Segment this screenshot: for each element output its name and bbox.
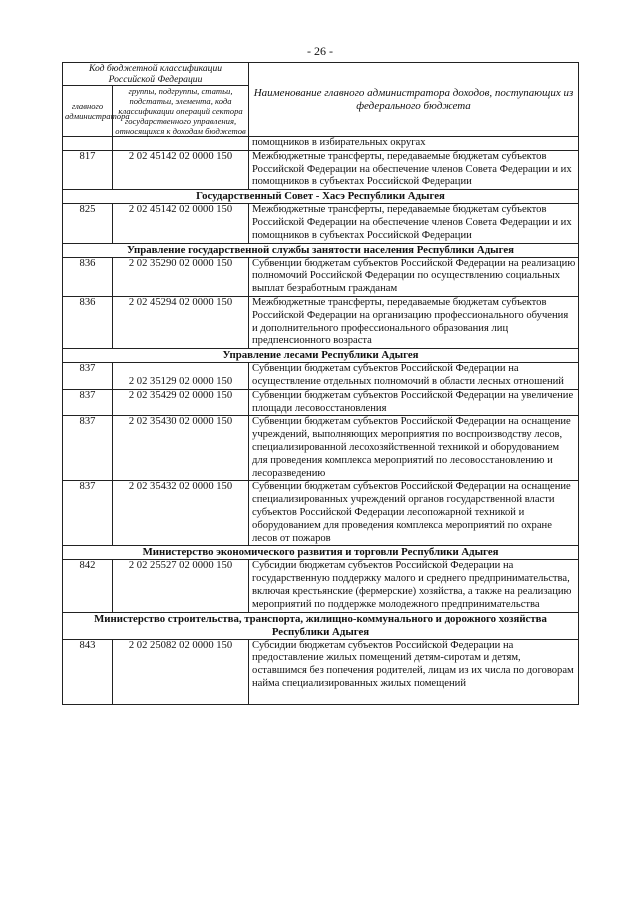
classification-code-cell: 2 02 25082 02 0000 150	[113, 639, 249, 704]
header-code-group: Код бюджетной классификации Российской Федерации	[63, 63, 249, 86]
description-cell: Субвенции бюджетам субъектов Российской Федерации на оснащение специализированных учреждений органов государственной власти субъектов Российской Федерации лесопожарной техникой и оборудованием для проведения комплекса мероприятий по охране лесов от пожаров	[249, 481, 579, 546]
description-cell: Субвенции бюджетам субъектов Российской Федерации на реализацию полномочий Российской Федерации по осуществлению социальных выплат безработным гражданам	[249, 257, 579, 296]
classification-code-cell: 2 02 45142 02 0000 150	[113, 204, 249, 243]
table-row	[63, 481, 579, 546]
classification-code-cell: 2 02 35290 02 0000 150	[113, 257, 249, 296]
description-cell: Межбюджетные трансферты, передаваемые бюджетам субъектов Российской Федерации на обеспечение членов Совета Федерации и их помощников в субъектах Российской Федерации	[249, 204, 579, 243]
revenue-admin-table	[62, 62, 579, 705]
admin-code-cell: 836	[63, 296, 113, 348]
table-row	[63, 416, 579, 481]
section-row	[63, 612, 579, 639]
section-row	[63, 190, 579, 204]
table-row	[63, 257, 579, 296]
header-code-column: группы, подгруппы, статьи, подстатьи, элемента, кода классификации операций сектора государственного управления, относящихся к доходам бюджетов	[113, 86, 249, 137]
classification-code-cell: 2 02 45294 02 0000 150	[113, 296, 249, 348]
admin-code-cell: 825	[63, 204, 113, 243]
classification-code-cell: 2 02 35429 02 0000 150	[113, 389, 249, 416]
admin-code-cell: 837	[63, 389, 113, 416]
table-body	[63, 137, 579, 705]
classification-code-cell	[113, 137, 249, 151]
description-cell	[249, 639, 579, 704]
table-row	[63, 363, 579, 390]
table-row	[63, 560, 579, 612]
admin-code-cell: 843	[63, 639, 113, 704]
section-row	[63, 546, 579, 560]
section-title: Министерство экономического развития и торговли Республики Адыгея	[63, 546, 579, 560]
section-row	[63, 349, 579, 363]
section-title: Управление лесами Республики Адыгея	[63, 349, 579, 363]
description-text: Субсидии бюджетам субъектов Российской Федерации на предоставление жилых помещений детям-сиротам и детям, оставшимся без попечения родителей, лицам из их числа по договорам найма специализированных жилых помещений	[252, 639, 574, 689]
table-row	[63, 150, 579, 189]
table-row	[63, 389, 579, 416]
section-title: Министерство строительства, транспорта, жилищно-коммунального и дорожного хозяйства Республики Адыгея	[63, 612, 579, 639]
description-cell: Субвенции бюджетам субъектов Российской Федерации на увеличение площади лесовосстановления	[249, 389, 579, 416]
header-admin-column: главного администратора	[63, 86, 113, 137]
admin-code-cell: 837	[63, 481, 113, 546]
description-cell: Субсидии бюджетам субъектов Российской Федерации на государственную поддержку малого и среднего предпринимательства, включая крестьянские (фермерские) хозяйства, а также на реализацию мероприятий по поддержке молодежного предпринимательства	[249, 560, 579, 612]
admin-code-cell: 837	[63, 363, 113, 390]
description-cell: Субвенции бюджетам субъектов Российской Федерации на осуществление отдельных полномочий в области лесных отношений	[249, 363, 579, 390]
section-title: Государственный Совет - Хасэ Республики Адыгея	[63, 190, 579, 204]
section-row	[63, 243, 579, 257]
description-cell: Субвенции бюджетам субъектов Российской Федерации на оснащение учреждений, выполняющих мероприятия по воспроизводству лесов, специализированной лесохозяйственной техникой и оборудованием для проведения комплекса мероприятий по лесовосстановлению и лесоразведению	[249, 416, 579, 481]
classification-code-cell: 2 02 35430 02 0000 150	[113, 416, 249, 481]
classification-code-cell: 2 02 45142 02 0000 150	[113, 150, 249, 189]
admin-code-cell	[63, 137, 113, 151]
table-row	[63, 639, 579, 704]
admin-code-cell: 837	[63, 416, 113, 481]
table-row	[63, 296, 579, 348]
classification-code-cell: 2 02 25527 02 0000 150	[113, 560, 249, 612]
classification-code-cell: 2 02 35432 02 0000 150	[113, 481, 249, 546]
admin-code-cell: 842	[63, 560, 113, 612]
page-number: - 26 -	[307, 44, 333, 58]
classification-code-cell: 2 02 35129 02 0000 150	[113, 363, 249, 390]
table-row	[63, 204, 579, 243]
table-row	[63, 137, 579, 151]
section-title: Управление государственной службы занятости населения Республики Адыгея	[63, 243, 579, 257]
description-cell: Межбюджетные трансферты, передаваемые бюджетам субъектов Российской Федерации на организацию профессионального обучения и дополнительного профессионального образования лиц предпенсионного возраста	[249, 296, 579, 348]
admin-code-cell: 836	[63, 257, 113, 296]
header-name-column: Наименование главного администратора доходов, поступающих из федерального бюджета	[249, 63, 579, 137]
description-cell: помощников в избирательных округах	[249, 137, 579, 151]
description-cell: Межбюджетные трансферты, передаваемые бюджетам субъектов Российской Федерации на обеспечение членов Совета Федерации и их помощников в субъектах Российской Федерации	[249, 150, 579, 189]
admin-code-cell: 817	[63, 150, 113, 189]
